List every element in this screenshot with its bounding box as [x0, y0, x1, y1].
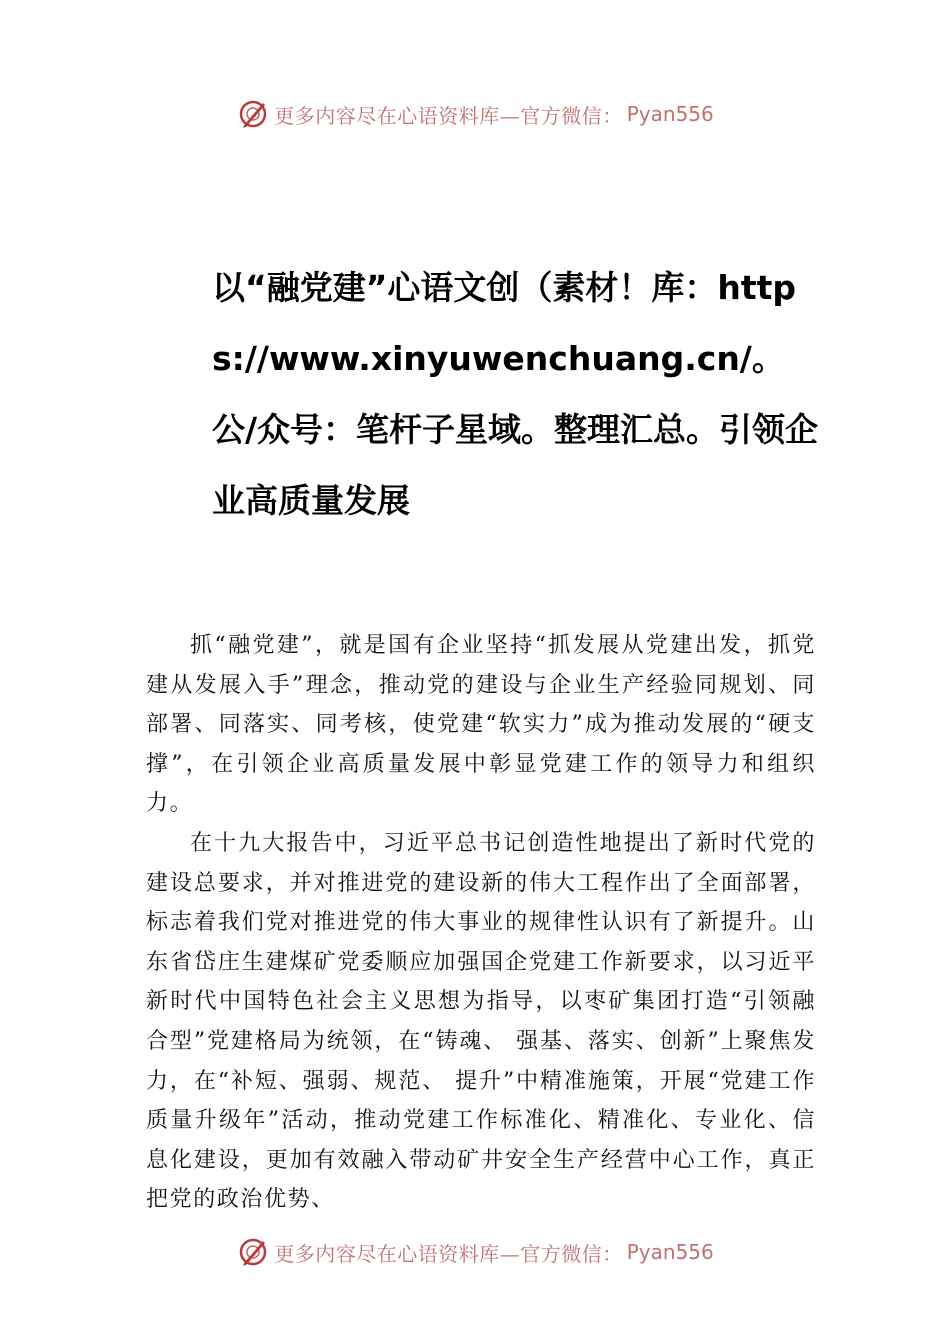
- footer-banner-content: [236, 1235, 714, 1269]
- document-title: 以“融党建”心语文创（素材！库：https://www.xinyuwenchuang.cn/。公/众号：笔杆子星域。整理汇总。引领企业高质量发展: [212, 268, 819, 520]
- pen-logo-icon: [236, 97, 270, 131]
- body-paragraph: 在十九大报告中，习近平总书记创造性地提出了新时代党的建设总要求，并对推进党的建设新的伟大工程作出了全面部署，标志着我们党对推进党的伟大事业的规律性认识有了新提升。山东省岱庄生建煤矿党委顺应加强国企党建工作新要求，以习近平新时代中国特色社会主义思想为指导，以枣矿集团打造“引领融合型”党建格局为统领，在“铸魂、 强基、落实、创新”上聚焦发力，在“补短、强弱、规范、 提升”中精准施策，开展“党建工作质量升级年”活动，推动党建工作标准化、精准化、专业化、信息化建设，更加有效融入带动矿井安全生产经营中心工作，真正把党的政治优势、: [146, 830, 816, 1213]
- body-paragraph: 抓“融党建”，就是国有企业坚持“抓发展从党建出发，抓党建从发展入手”理念，推动党的建设与企业生产经验同规划、同部署、同落实、同考核，使党建“软实力”成为推动发展的“硬支撑”，在引领企业高质量发展中彰显党建工作的领导力和组织力。: [146, 633, 816, 817]
- pen-logo-icon: [236, 1235, 270, 1269]
- footer-banner: [0, 1232, 950, 1272]
- footer-banner-text: 更多内容尽在心语资料库—官方微信：: [274, 1241, 623, 1266]
- header-banner-wechat-id: Pyan556: [626, 102, 714, 126]
- footer-banner-wechat-id: Pyan556: [626, 1240, 714, 1264]
- header-banner-content: [236, 97, 714, 131]
- document-body: [146, 626, 816, 1220]
- header-banner: [0, 94, 950, 134]
- header-banner-text: 更多内容尽在心语资料库—官方微信：: [274, 103, 623, 128]
